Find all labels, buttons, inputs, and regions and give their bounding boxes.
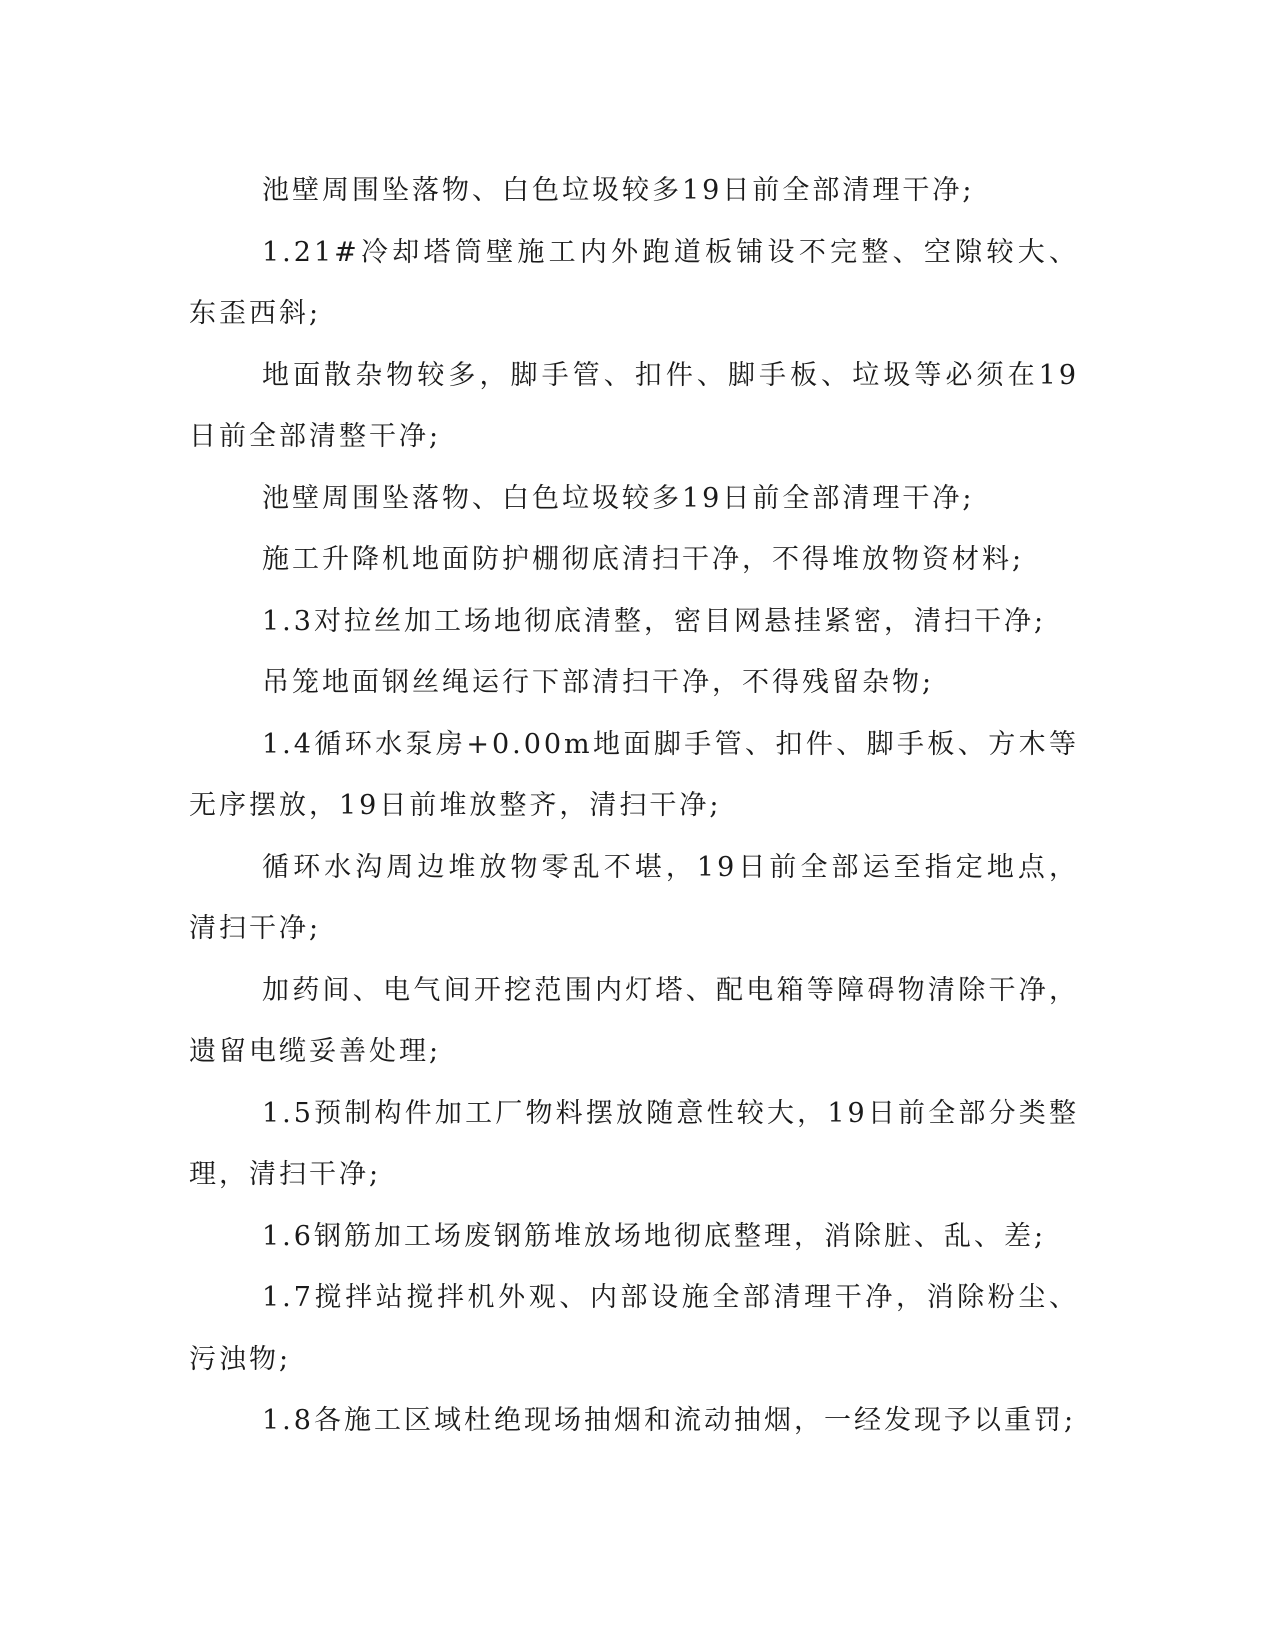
paragraph-13: 1.7搅拌站搅拌机外观、内部设施全部清理干净，消除粉尘、污浊物; (189, 1282, 1079, 1375)
paragraph-5: 施工升降机地面防护棚彻底清扫干净，不得堆放物资材料; (262, 544, 1025, 575)
paragraph-11: 1.5预制构件加工厂物料摆放随意性较大，19日前全部分类整理，清扫干净; (189, 1097, 1079, 1190)
paragraph-12: 1.6钢筋加工场废钢筋堆放场地彻底整理，消除脏、乱、差; (262, 1220, 1047, 1252)
paragraph-1: 池壁周围坠落物、白色垃圾较多19日前全部清理干净; (262, 175, 975, 206)
paragraph-6: 1.3对拉丝加工场地彻底清整，密目网悬挂紧密，清扫干净; (262, 605, 1047, 637)
paragraph-8: 1.4循环水泵房+0.00m地面脚手管、扣件、脚手板、方木等无序摆放，19日前堆放整齐，清扫干净; (189, 728, 1079, 821)
paragraph-9: 循环水沟周边堆放物零乱不堪，19日前全部运至指定地点，清扫干净; (189, 851, 1079, 944)
paragraph-10: 加药间、电气间开挖范围内灯塔、配电箱等障碍物清除干净，遗留电缆妥善处理; (189, 974, 1079, 1067)
paragraph-4: 池壁周围坠落物、白色垃圾较多19日前全部清理干净; (262, 482, 975, 514)
paragraph-3: 地面散杂物较多，脚手管、扣件、脚手板、垃圾等必须在19日前全部清整干净; (189, 359, 1079, 452)
paragraph-7: 吊笼地面钢丝绳运行下部清扫干净，不得残留杂物; (262, 667, 935, 698)
paragraph-2: 1.21#冷却塔筒壁施工内外跑道板铺设不完整、空隙较大、东歪西斜; (189, 236, 1079, 329)
document-body (189, 160, 1079, 1452)
paragraph-14: 1.8各施工区域杜绝现场抽烟和流动抽烟，一经发现予以重罚; (262, 1405, 1077, 1436)
